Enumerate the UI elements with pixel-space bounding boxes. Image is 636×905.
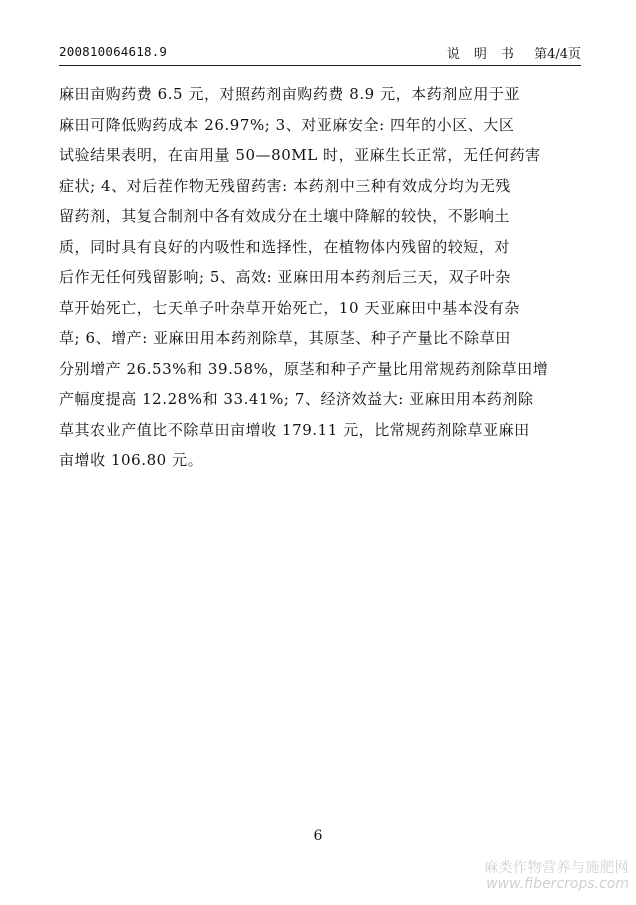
site-watermark [449, 860, 629, 892]
text-line: 亩增收 106.80 元。 [59, 451, 204, 469]
text-line: 草其农业产值比不除草田亩增收 179.11 元，比常规药剂除草亚麻田 [59, 420, 530, 439]
text-line: 麻田亩购药费 6.5 元，对照药剂亩购药费 8.9 元，本药剂应用于亚 [59, 85, 521, 103]
text-line: 留药剂，其复合制剂中各有效成分在土壤中降解的较快，不影响土 [59, 207, 510, 225]
patent-number: 200810064618.9 [59, 44, 168, 59]
page-label: 第4/4页 [534, 47, 581, 62]
text-line: 草; 6、增产: 亚麻田用本药剂除草，其原茎、种子产量比不除草田 [59, 329, 511, 347]
page-header [59, 43, 581, 66]
text-line: 症状; 4、对后茬作物无残留药害: 本药剂中三种有效成分均为无残 [59, 176, 511, 195]
body-text [59, 79, 581, 476]
text-line: 分别增产 26.53%和 39.58%，原茎和种子产量比用常规药剂除草田增 [59, 359, 549, 378]
header-right [447, 43, 581, 62]
text-line: 草开始死亡，七天单子叶杂草开始死亡，10 天亚麻田中基本没有杂 [59, 298, 520, 317]
text-line: 质，同时具有良好的内吸性和选择性，在植物体内残留的较短，对 [59, 237, 510, 256]
watermark-text: 麻类作物营养与施肥网 [484, 860, 629, 876]
text-line: 后作无任何残留影响; 5、高效: 亚麻田用本药剂后三天，双子叶杂 [59, 268, 511, 286]
text-line: 试验结果表明，在亩用量 50—80ML 时，亚麻生长正常，无任何药害 [59, 146, 541, 164]
text-line: 产幅度提高 12.28%和 33.41%; 7、经济效益大: 亚麻田用本药剂除 [59, 390, 534, 408]
text-line: 麻田可降低购药成本 26.97%; 3、对亚麻安全: 四年的小区、大区 [59, 115, 515, 134]
page-number: 6 [313, 828, 323, 844]
watermark-url: www.fibercrops.com [486, 876, 629, 892]
section-label: 说明书 [446, 47, 528, 62]
